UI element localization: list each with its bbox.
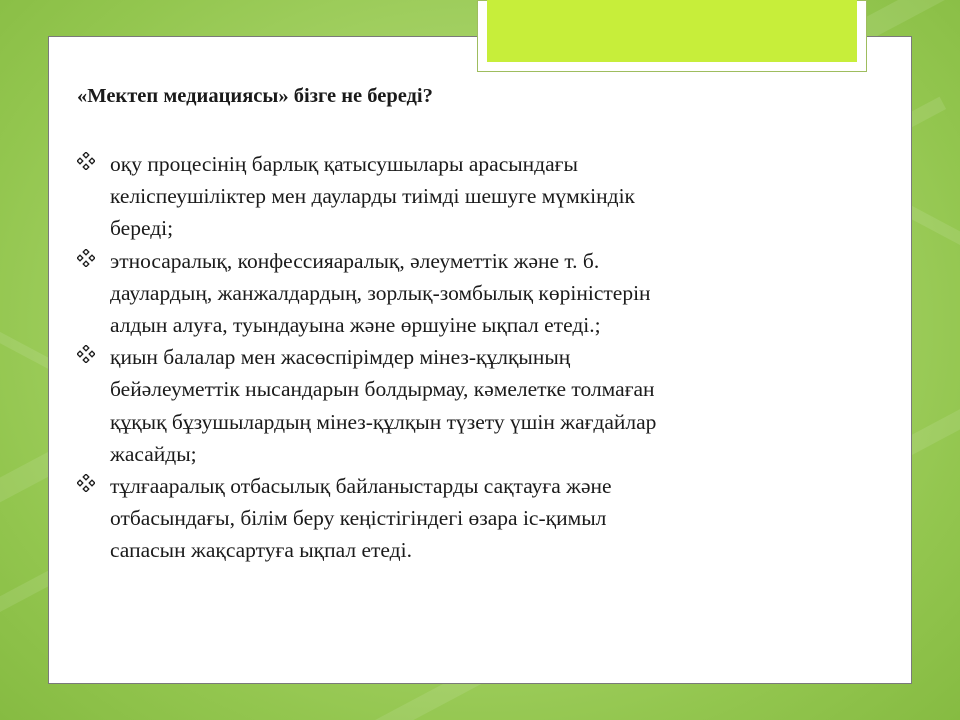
diamond-bullet-icon: [77, 345, 95, 363]
diamond-bullet-icon: [77, 474, 95, 492]
bullet-line: сапасын жақсартуға ықпал етеді.: [110, 538, 412, 563]
accent-block: [487, 0, 857, 62]
bullet-item: [77, 341, 877, 470]
bullet-line: қиын балалар мен жасөспірімдер мінез-құлқының: [110, 345, 571, 370]
bullet-line: отбасындағы, білім беру кеңістігіндегі өзара іс-қимыл: [110, 506, 607, 531]
bullet-line: береді;: [110, 216, 174, 241]
bullet-line: даулардың, жанжалдардың, зорлық-зомбылық көріністерін: [110, 280, 651, 305]
bullet-line: құқық бұзушылардың мінез-құлқын түзету үшін жағдайлар: [110, 409, 657, 434]
bullet-list: [77, 148, 877, 567]
bullet-line: алдын алуға, туындауына және өршуіне ықпал етеді.;: [110, 313, 601, 338]
bullet-line: келіспеушіліктер мен дауларды тиімді шешуге мүмкіндік: [110, 184, 636, 209]
bullet-line: бейәлеуметтік нысандарын болдырмау, кәмелетке толмаған: [110, 377, 655, 402]
bullet-item: [77, 245, 877, 342]
slide-content: [77, 82, 877, 567]
bullet-item: [77, 148, 877, 245]
bullet-line: оқу процесінің барлық қатысушылары арасындағы: [110, 152, 578, 176]
slide-heading: «Мектеп медиациясы» бізге не береді?: [77, 85, 433, 107]
bullet-line: этносаралық, конфессияаралық, әлеуметтік және т. б.: [110, 248, 600, 273]
bullet-line: жасайды;: [110, 441, 197, 466]
diamond-bullet-icon: [77, 152, 95, 170]
bullet-item: [77, 470, 877, 567]
bullet-line: тұлғааралық отбасылық байланыстарды сақтауға және: [110, 474, 612, 499]
diamond-bullet-icon: [77, 249, 95, 267]
